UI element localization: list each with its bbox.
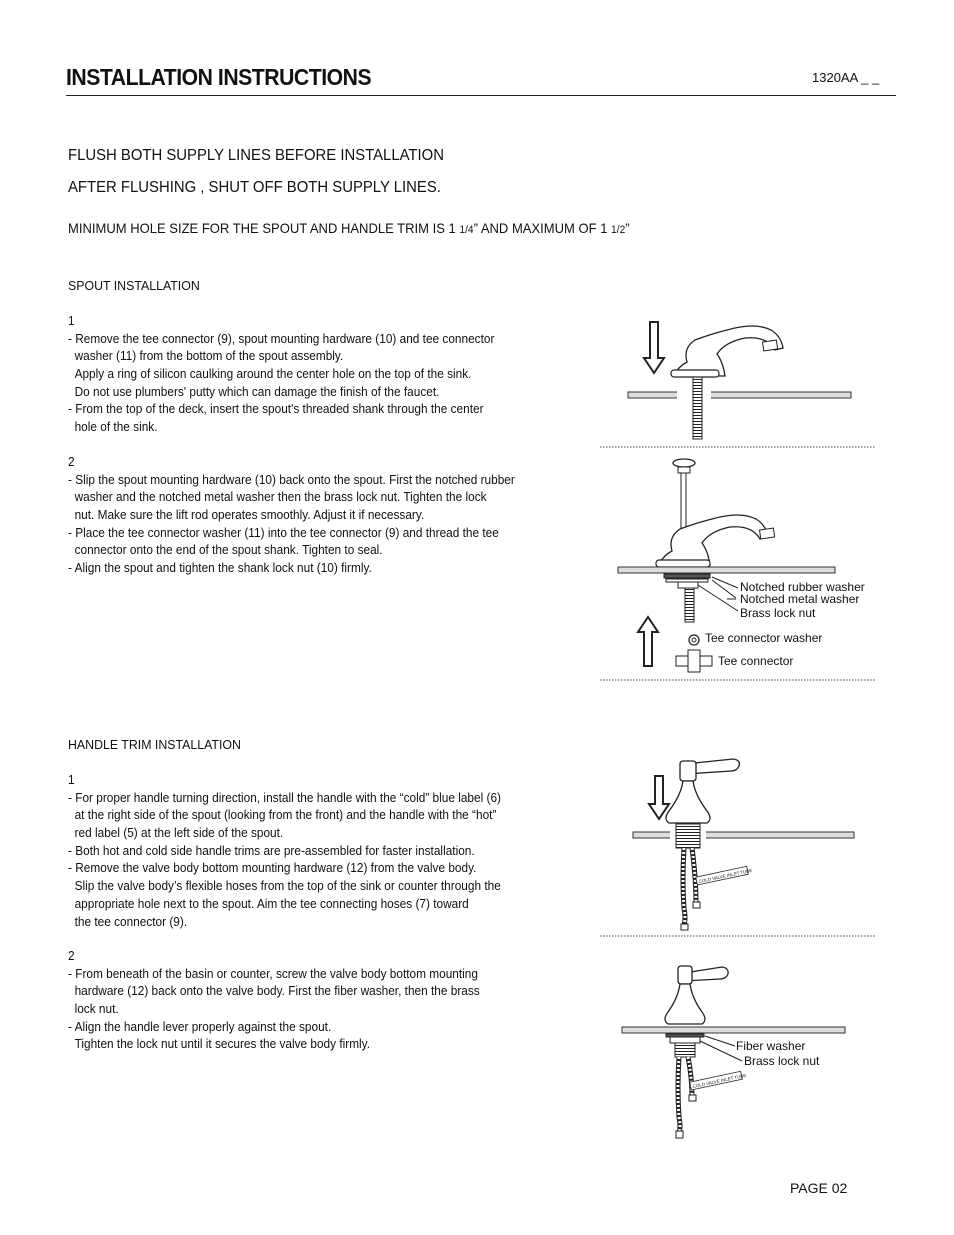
step-line: - From beneath of the basin or counter, screw the valve body bottom mounting xyxy=(68,966,478,981)
flexible-hose xyxy=(683,848,685,926)
page-number: PAGE 02 xyxy=(790,1180,848,1196)
hose-tag xyxy=(696,865,753,885)
tee-connector xyxy=(676,650,712,672)
step-line: Tighten the lock nut until it secures the valve body firmly. xyxy=(74,1037,371,1052)
valve-body-thread xyxy=(676,824,700,848)
step-line: lock nut. xyxy=(74,1002,119,1017)
hose-tag-text: COLD VALVE INLET TUBE xyxy=(698,867,753,885)
step-line: washer and the notched metal washer then the brass lock nut. Tighten the lock xyxy=(74,490,487,505)
step-line: - Remove the valve body bottom mounting hardware (12) from the valve body. xyxy=(68,861,477,876)
spout-figure-2 xyxy=(600,459,876,680)
hose-tag-text: COLD VALVE INLET TUBE xyxy=(692,1072,747,1090)
down-arrow-icon xyxy=(649,776,669,819)
handle-escutcheon xyxy=(665,984,705,1024)
label-tee-washer: Tee connector washer xyxy=(705,631,823,645)
spout-base-flange xyxy=(671,370,719,377)
brass-lock-nut xyxy=(670,1037,700,1043)
step-line: red label (5) at the left side of the spout. xyxy=(74,826,284,841)
threaded-shank xyxy=(693,377,702,439)
step-line: at the right side of the spout (looking from the front) and the handle with the “hot” xyxy=(74,808,497,823)
step-line: appropriate hole next to the spout. Aim the tee connecting hoses (7) toward xyxy=(74,896,469,911)
lift-rod-knob xyxy=(673,459,695,467)
sink-deck xyxy=(622,1027,845,1033)
label-lock-nut: Brass lock nut xyxy=(740,606,816,620)
step-number: 1 xyxy=(68,314,75,328)
label-metal-washer: Notched metal washer xyxy=(740,592,860,606)
spout-heading: SPOUT INSTALLATION xyxy=(68,278,200,293)
step-line: - Remove the tee connector (9), spout mounting hardware (10) and tee connector xyxy=(68,331,495,346)
step-line: - Slip the spout mounting hardware (10) back onto the spout. First the notched rubber xyxy=(68,472,515,487)
min-hole-text-mid: ” AND MAXIMUM OF 1 xyxy=(473,220,608,236)
document-number: 1320AA _ _ xyxy=(812,70,880,85)
lift-rod xyxy=(681,473,686,529)
rubber-washer xyxy=(664,574,710,578)
valve-body-thread xyxy=(675,1043,695,1057)
step-line: Slip the valve body’s flexible hoses from the top of the sink or counter through the xyxy=(74,879,501,894)
step-line: - For proper handle turning direction, install the handle with the “cold” blue label (6) xyxy=(68,790,501,805)
hose-tag xyxy=(690,1070,747,1090)
label-fiber-washer: Fiber washer xyxy=(736,1039,806,1053)
step-line: - From the top of the deck, insert the spout's threaded shank through the center xyxy=(68,402,484,417)
label-rubber-washer: Notched rubber washer xyxy=(740,580,865,594)
step-line: hole of the sink. xyxy=(74,420,158,435)
step-line: hardware (12) back onto the valve body. First the fiber washer, then the brass xyxy=(74,984,480,999)
step-number: 1 xyxy=(68,773,75,787)
step-line: Do not use plumbers' putty which can damage the finish of the faucet. xyxy=(74,384,440,399)
min-hole-fraction-2: 1/2 xyxy=(611,224,626,236)
threaded-shank xyxy=(685,588,694,622)
spout-body xyxy=(658,515,768,565)
flush-notice: FLUSH BOTH SUPPLY LINES BEFORE INSTALLATION xyxy=(68,147,444,164)
min-hole-fraction-1: 1/4 xyxy=(459,224,474,236)
step-line: - Both hot and cold side handle trims are pre-assembled for faster installation. xyxy=(68,843,475,858)
spout-figure-1 xyxy=(600,322,876,447)
step-number: 2 xyxy=(68,455,75,469)
step-line: washer (11) from the bottom of the spout assembly. xyxy=(74,349,344,364)
sink-deck xyxy=(628,392,851,398)
handle-figure-1 xyxy=(600,759,876,936)
step-line: - Align the spout and tighten the shank lock nut (10) firmly. xyxy=(68,561,372,576)
min-hole-text: MINIMUM HOLE SIZE FOR THE SPOUT AND HANDLE TRIM IS 1 xyxy=(68,220,456,236)
shutoff-notice: AFTER FLUSHING , SHUT OFF BOTH SUPPLY LINES. xyxy=(68,179,441,196)
step-number: 2 xyxy=(68,949,75,963)
sink-deck xyxy=(633,832,854,838)
label-tee-connector: Tee connector xyxy=(718,654,794,668)
up-arrow-icon xyxy=(638,617,658,666)
page-title: INSTALLATION INSTRUCTIONS xyxy=(66,64,372,90)
down-arrow-icon xyxy=(644,322,664,373)
handle-heading: HANDLE TRIM INSTALLATION xyxy=(68,737,241,752)
step-line: nut. Make sure the lift rod operates smoothly. Adjust it if necessary. xyxy=(74,508,425,523)
handle-figure-2 xyxy=(622,966,845,1138)
label-lock-nut: Brass lock nut xyxy=(744,1054,820,1068)
brass-lock-nut xyxy=(678,582,698,588)
handle-escutcheon xyxy=(666,781,710,823)
min-hole-text-end: ” xyxy=(625,220,630,236)
step-line: - Place the tee connector washer (11) into the tee connector (9) and thread the tee xyxy=(68,525,499,540)
step-line: Apply a ring of silicon caulking around the center hole on the top of the sink. xyxy=(74,367,472,382)
sink-deck xyxy=(618,567,835,573)
step-line: - Align the handle lever properly against the spout. xyxy=(68,1019,332,1034)
step-line: the tee connector (9). xyxy=(74,914,188,929)
step-line: connector onto the end of the spout shank. Tighten to seal. xyxy=(74,543,383,558)
